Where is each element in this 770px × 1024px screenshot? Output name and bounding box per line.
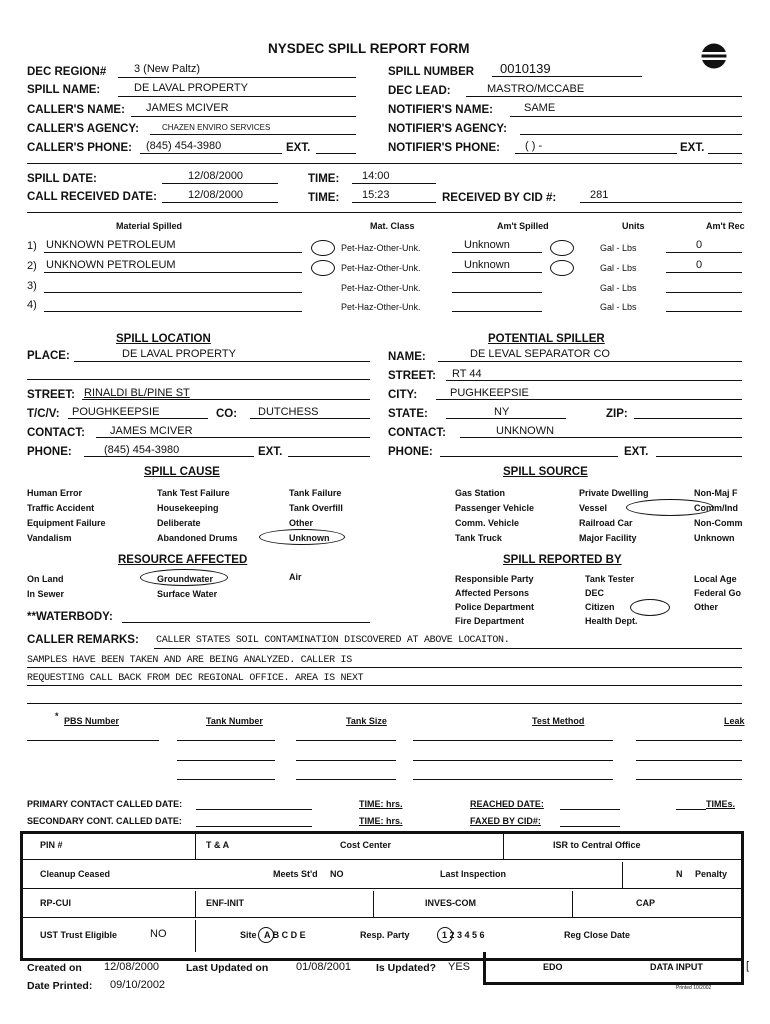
last-inspection-label: Last Inspection [440, 869, 507, 879]
dec-region-value: 3 (New Paltz) [134, 63, 201, 75]
form-title: NYSDEC SPILL REPORT FORM [268, 41, 470, 56]
source-col2 [579, 486, 649, 546]
penalty-label: Penalty [695, 869, 728, 879]
secondary-contact-label: SECONDARY CONT. CALLED DATE: [27, 816, 182, 826]
cause-item: Vandalism [27, 533, 72, 543]
cause-item: Equipment Failure [27, 518, 106, 528]
spill-name-value: DE LAVAL PROPERTY [134, 82, 248, 94]
source-item: Major Facility [579, 533, 637, 543]
last-updated-value: 01/08/2001 [296, 961, 352, 973]
cause-col2 [157, 486, 238, 546]
leak-header: Leak [724, 716, 745, 726]
call-received-date-value: 12/08/2000 [188, 189, 244, 201]
spiller-zip-label: ZIP: [606, 408, 628, 420]
created-on-value: 12/08/2000 [104, 961, 160, 973]
spill-time-value: 14:00 [362, 170, 390, 182]
last-updated-label: Last Updated on [186, 962, 269, 974]
dec-lead-value: MASTRO/MCCABE [487, 83, 585, 95]
location-street-label: STREET: [27, 389, 75, 401]
cause-item: Deliberate [157, 518, 201, 528]
row4-num: 4) [27, 299, 37, 311]
tcv-label: T/C/V: [27, 408, 60, 420]
times-label: TIMEs. [706, 799, 736, 809]
amt-rec-header: Am't Rec [706, 221, 745, 231]
resource-item: Groundwater [157, 574, 214, 584]
site-a-circle [258, 927, 274, 943]
spill-source-heading: SPILL SOURCE [503, 466, 588, 478]
spiller-state-label: STATE: [388, 408, 428, 420]
call-received-date-label: CALL RECEIVED DATE: [27, 191, 157, 203]
meets-std-value: NO [330, 869, 344, 879]
reported-item: Health Dept. [585, 616, 638, 626]
reported-col3 [694, 572, 741, 614]
data-input-label: DATA INPUT [650, 962, 703, 972]
reached-date-label: REACHED DATE: [470, 799, 544, 809]
cause-item: Tank Failure [289, 488, 342, 498]
row2-rec: 0 [696, 259, 703, 271]
reported-item: Federal Go [694, 588, 742, 598]
received-by-value: 281 [590, 189, 609, 201]
cause-item: Abandoned Drums [157, 533, 238, 543]
cause-item: Tank Overfill [289, 503, 343, 513]
cause-col1 [27, 486, 106, 546]
spill-location-heading: SPILL LOCATION [116, 333, 211, 345]
spill-name-label: SPILL NAME: [27, 84, 101, 96]
notifiers-agency-label: NOTIFIER'S AGENCY: [388, 123, 508, 135]
resp-party-label: Resp. Party [360, 930, 410, 940]
row4-units: Gal - Lbs [600, 302, 637, 312]
notifiers-name-label: NOTIFIER'S NAME: [388, 104, 493, 116]
reported-col1 [455, 572, 534, 628]
units-header: Units [622, 221, 645, 231]
tcv-value: POUGHKEEPSIE [72, 406, 160, 418]
notifiers-phone-label: NOTIFIER'S PHONE: [388, 142, 500, 154]
class-header: Mat. Class [370, 221, 415, 231]
pin-label: PIN # [40, 840, 63, 850]
inves-com-label: INVES-COM [425, 898, 477, 908]
remarks-line-2: SAMPLES HAVE BEEN TAKEN AND ARE BEING ANALYZED. CALLER IS [27, 655, 352, 666]
row1-units: Gal - Lbs [600, 243, 637, 253]
source-item: Unknown [694, 533, 735, 543]
call-time-value: 15:23 [362, 189, 390, 201]
location-street-value: RINALDI BL/PINE ST [84, 387, 190, 399]
material-header: Material Spilled [116, 221, 183, 231]
spiller-contact-value: UNKNOWN [496, 425, 555, 437]
place-value: DE LAVAL PROPERTY [122, 348, 236, 360]
spiller-city-label: CITY: [388, 389, 418, 401]
row1-class-circle [311, 240, 335, 256]
row3-units: Gal - Lbs [600, 283, 637, 293]
remarks-line-1: CALLER STATES SOIL CONTAMINATION DISCOVERED AT ABOVE LOCAITON. [156, 635, 510, 646]
row1-rec: 0 [696, 239, 703, 251]
cap-label: CAP [636, 898, 656, 908]
cause-item: Other [289, 518, 314, 528]
callers-name-label: CALLER'S NAME: [27, 104, 125, 116]
tank-size-header: Tank Size [346, 716, 387, 726]
spiller-state-value: NY [494, 406, 510, 418]
primary-contact-label: PRIMARY CONTACT CALLED DATE: [27, 799, 183, 809]
callers-phone-ext-label: EXT. [286, 142, 311, 154]
cause-item: Unknown [289, 533, 330, 543]
print-stamp: Printed 10/2002 [676, 985, 712, 991]
reported-item: Local Age [694, 574, 737, 584]
source-item: Non-Comm [694, 518, 743, 528]
tank-number-header: Tank Number [206, 716, 263, 726]
edo-box [483, 952, 744, 985]
row2-spilled: Unknown [464, 259, 510, 271]
pbs-number-header: PBS Number [64, 716, 120, 726]
location-contact-value: JAMES MCIVER [110, 425, 193, 437]
county-value: DUTCHESS [258, 406, 319, 418]
cause-item: Human Error [27, 488, 83, 498]
spill-date-label: SPILL DATE: [27, 173, 97, 185]
county-label: CO: [216, 408, 238, 420]
resp-party-numbers: 1 2 3 4 5 6 [442, 930, 485, 940]
ust-trust-label: UST Trust Eligible [40, 930, 118, 940]
spill-time-label: TIME: [308, 173, 340, 185]
row2-spilled-circle [550, 260, 574, 276]
row1-material: UNKNOWN PETROLEUM [46, 239, 176, 251]
cause-item: Housekeeping [157, 503, 219, 513]
penalty-value: N [676, 869, 683, 879]
spiller-city-value: PUGHKEEPSIE [450, 387, 529, 399]
source-item: Non-Maj F [694, 488, 738, 498]
reported-item: DEC [585, 588, 605, 598]
spill-number-value: 0010139 [500, 61, 551, 76]
spiller-street-value: RT 44 [452, 368, 482, 380]
isr-label: ISR to Central Office [553, 840, 641, 850]
notifiers-name-value: SAME [524, 102, 556, 114]
notifiers-phone-value: ( ) - [525, 140, 543, 152]
reg-close-date-label: Reg Close Date [564, 930, 631, 940]
reported-item: Affected Persons [455, 588, 530, 598]
date-printed-value: 09/10/2002 [110, 979, 166, 991]
created-on-label: Created on [27, 962, 82, 974]
source-comm-ind-circle [626, 499, 714, 516]
row1-num: 1) [27, 240, 37, 252]
row3-class: Pet-Haz-Other-Unk. [341, 283, 421, 293]
secondary-time-label: TIME: hrs. [359, 816, 403, 826]
callers-phone-value: (845) 454-3980 [146, 140, 222, 152]
remarks-line-3: REQUESTING CALL BACK FROM DEC REGIONAL OFFICE. AREA IS NEXT [27, 673, 364, 684]
source-item: Private Dwelling [579, 488, 649, 498]
row1-spilled-circle [550, 240, 574, 256]
spill-cause-heading: SPILL CAUSE [144, 466, 220, 478]
test-method-header: Test Method [532, 716, 585, 726]
row1-class: Pet-Haz-Other-Unk. [341, 243, 421, 253]
resource-item: Air [289, 572, 302, 582]
notifiers-phone-ext-label: EXT. [680, 142, 705, 154]
row2-units: Gal - Lbs [600, 263, 637, 273]
spill-date-value: 12/08/2000 [188, 170, 244, 182]
resource-item: In Sewer [27, 589, 65, 599]
reported-col2 [585, 572, 638, 628]
resource-item: Surface Water [157, 589, 218, 599]
source-col3 [694, 486, 743, 546]
row2-material: UNKNOWN PETROLEUM [46, 259, 176, 271]
dec-logo-icon [701, 43, 727, 74]
enf-init-label: ENF-INIT [206, 898, 244, 908]
site-letters: A B C D E [264, 930, 306, 940]
call-time-label: TIME: [308, 192, 340, 204]
source-item: Vessel [579, 503, 608, 513]
source-item: Passenger Vehicle [455, 503, 535, 513]
admin-box [20, 831, 744, 961]
source-item: Gas Station [455, 488, 506, 498]
groundwater-circle [140, 569, 228, 586]
reported-item: Responsible Party [455, 574, 534, 584]
source-item: Tank Truck [455, 533, 502, 543]
reported-item: Tank Tester [585, 574, 635, 584]
reported-item: Fire Department [455, 616, 525, 626]
cleanup-ceased-label: Cleanup Ceased [40, 869, 111, 879]
amt-spilled-header: Am't Spilled [497, 221, 549, 231]
primary-time-label: TIME: hrs. [359, 799, 403, 809]
pbs-asterisk: * [55, 711, 59, 721]
location-ext-label: EXT. [258, 446, 283, 458]
reported-item: Police Department [455, 602, 535, 612]
rp-cui-label: RP-CUI [40, 898, 71, 908]
date-printed-label: Date Printed: [27, 980, 93, 992]
received-by-label: RECEIVED BY CID #: [442, 192, 557, 204]
faxed-by-label: FAXED BY CID#: [470, 816, 541, 826]
bracket-mark: [ [746, 960, 750, 972]
dec-lead-label: DEC LEAD: [388, 85, 451, 97]
site-label: Site [240, 930, 257, 940]
source-item: Comm/Ind [694, 503, 738, 513]
spiller-street-label: STREET: [388, 370, 436, 382]
cause-item: Traffic Accident [27, 503, 95, 513]
resource-item: On Land [27, 574, 64, 584]
meets-std-label: Meets St'd [273, 869, 318, 879]
citizen-circle [630, 599, 670, 616]
callers-phone-label: CALLER'S PHONE: [27, 142, 132, 154]
location-phone-value: (845) 454-3980 [104, 444, 180, 456]
source-item: Comm. Vehicle [455, 518, 520, 528]
edo-label: EDO [543, 962, 563, 972]
potential-spiller-heading: POTENTIAL SPILLER [488, 333, 605, 345]
spill-number-label: SPILL NUMBER [388, 66, 475, 78]
callers-agency-value: CHAZEN ENVIRO SERVICES [162, 123, 271, 132]
source-col1 [455, 486, 534, 546]
resource-affected-heading: RESOURCE AFFECTED [118, 554, 248, 566]
resp-party-1-circle [437, 927, 453, 943]
row2-class: Pet-Haz-Other-Unk. [341, 263, 421, 273]
spiller-phone-label: PHONE: [388, 446, 433, 458]
row2-class-circle [311, 260, 335, 276]
place-label: PLACE: [27, 350, 70, 362]
ust-trust-value: NO [150, 928, 167, 940]
spiller-contact-label: CONTACT: [388, 427, 446, 439]
reported-item: Other [694, 602, 719, 612]
location-contact-label: CONTACT: [27, 427, 85, 439]
row4-class: Pet-Haz-Other-Unk. [341, 302, 421, 312]
spiller-ext-label: EXT. [624, 446, 649, 458]
source-item: Railroad Car [579, 518, 633, 528]
spiller-name-value: DE LEVAL SEPARATOR CO [470, 348, 610, 360]
cost-center-label: Cost Center [340, 840, 392, 850]
location-phone-label: PHONE: [27, 446, 72, 458]
row1-spilled: Unknown [464, 239, 510, 251]
callers-agency-label: CALLER'S AGENCY: [27, 123, 139, 135]
cause-item: Tank Test Failure [157, 488, 230, 498]
reported-item: Citizen [585, 602, 615, 612]
is-updated-value: YES [448, 961, 471, 973]
is-updated-label: Is Updated? [376, 962, 437, 974]
cause-unknown-circle [259, 529, 345, 545]
caller-remarks-label: CALLER REMARKS: [27, 634, 139, 646]
dec-region-label: DEC REGION# [27, 66, 107, 78]
callers-name-value: JAMES MCIVER [146, 102, 229, 114]
spiller-name-label: NAME: [388, 351, 426, 363]
resource-col1 [27, 572, 64, 602]
t-and-a-label: T & A [206, 840, 230, 850]
row2-num: 2) [27, 260, 37, 272]
spill-reported-by-heading: SPILL REPORTED BY [503, 554, 622, 566]
row3-num: 3) [27, 280, 37, 292]
waterbody-label: **WATERBODY: [27, 611, 113, 623]
